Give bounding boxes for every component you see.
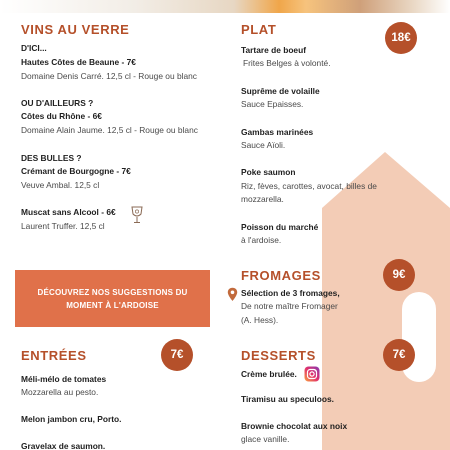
vin-muscat-desc: Laurent Truffer. 12,5 cl (21, 221, 105, 231)
vin-beaune-desc: Domaine Denis Carré. 12,5 cl - Rouge ou blanc (21, 71, 197, 81)
vin-muscat-name: Muscat sans Alcool - 6€ (21, 207, 116, 217)
plat-2-name: Suprême de volaille (241, 86, 320, 96)
plat-1-name: Tartare de boeuf (241, 45, 306, 55)
plat-5-desc: à l'ardoise. (241, 235, 282, 245)
promo-line-2: MOMENT À L'ARDOISE (66, 300, 159, 310)
dessert-1-name: Crème brulée. (241, 369, 297, 379)
plat-3-desc: Sauce Aïoli. (241, 140, 286, 150)
desserts-heading: DESSERTS (241, 348, 316, 363)
entrees-price-badge: 7€ (161, 339, 193, 371)
plat-1-desc: Frites Belges à volonté. (243, 58, 331, 68)
promo-line-1: DÉCOUVREZ NOS SUGGESTIONS DU (37, 287, 188, 297)
plat-4-desc-2: mozzarella. (241, 194, 284, 204)
instagram-icon[interactable] (304, 366, 320, 382)
fromage-1-name: Sélection de 3 fromages, (241, 288, 340, 298)
vin-rhone-desc: Domaine Alain Jaume. 12,5 cl - Rouge ou blanc (21, 125, 198, 135)
vins-ailleurs-label: OU D'AILLEURS ? (21, 98, 94, 108)
vin-rhone-name: Côtes du Rhône - 6€ (21, 111, 102, 121)
dessert-3-name: Brownie chocolat aux noix (241, 421, 348, 431)
plat-5-name: Poisson du marché (241, 222, 319, 232)
dessert-2-name: Tiramisu au speculoos. (241, 394, 334, 404)
entree-1-name: Méli-mélo de tomates (21, 374, 107, 384)
fromages-price-badge: 9€ (383, 259, 415, 291)
plat-2-desc: Sauce Epaisses. (241, 99, 304, 109)
fromage-1-desc-1: De notre maître Fromager (241, 301, 338, 311)
entree-2-name: Melon jambon cru, Porto. (21, 414, 122, 424)
plat-price-badge: 18€ (385, 22, 417, 54)
dessert-3-desc: glace vanille. (241, 434, 290, 444)
fromages-heading: FROMAGES (241, 268, 321, 283)
plat-3-name: Gambas marinées (241, 127, 314, 137)
location-pin-icon (227, 287, 238, 302)
plat-heading: PLAT (241, 22, 277, 37)
vins-heading: VINS AU VERRE (21, 22, 130, 37)
vin-cremant-desc: Veuve Ambal. 12,5 cl (21, 180, 100, 190)
entree-3-name: Gravelax de saumon. (21, 441, 106, 450)
wine-glass-icon (130, 205, 144, 225)
plat-4-name: Poke saumon (241, 167, 296, 177)
ardoise-promo-box (15, 270, 210, 327)
vin-beaune-name: Hautes Côtes de Beaune - 7€ (21, 57, 136, 67)
plat-4-desc-1: Riz, fèves, carottes, avocat, billes de (241, 181, 377, 191)
fromage-1-desc-2: (A. Hess). (241, 315, 279, 325)
entrees-heading: ENTRÉES (21, 348, 87, 363)
vin-cremant-name: Crémant de Bourgogne - 7€ (21, 166, 131, 176)
entree-1-desc: Mozzarella au pesto. (21, 387, 99, 397)
desserts-price-badge: 7€ (383, 339, 415, 371)
vins-dici-label: D'ICI... (21, 43, 47, 53)
vins-bulles-label: DES BULLES ? (21, 153, 82, 163)
